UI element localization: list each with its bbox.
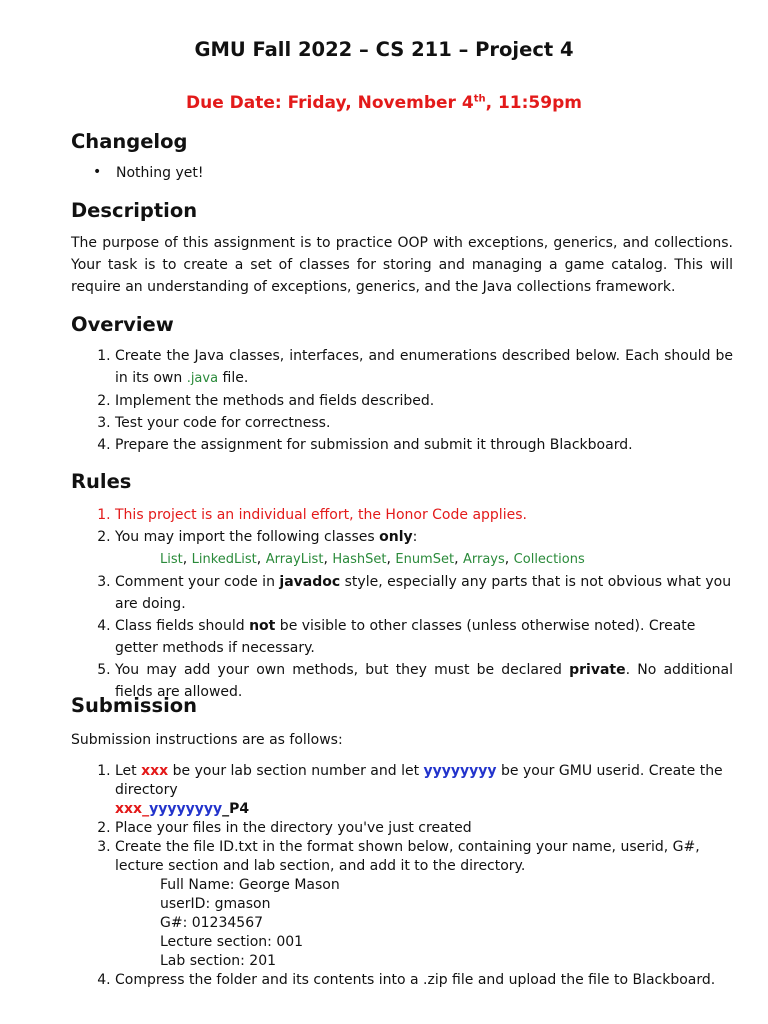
class-arraylist: ArrayList (265, 552, 324, 567)
description-heading: Description (71, 199, 198, 222)
id-line-userid: userID: gmason (160, 896, 271, 912)
due-date-sup: th (473, 93, 486, 105)
overview-item-3: 3. Test your code for correctness. (115, 412, 733, 434)
due-date (0, 93, 768, 113)
rules-item-4-end: be visible to other classes (unless otherwise noted). Create getter methods if necessary. (115, 618, 696, 656)
dir-xxx: xxx_ (115, 801, 150, 817)
overview-item-1-text: Create the Java classes, interfaces, and enumerations described below. Each should be in its own (115, 348, 733, 386)
rules-item-5-text: You may add your own methods, but they must be declared (115, 662, 570, 678)
class-sep: , (504, 551, 514, 567)
rules-item-2 (115, 526, 733, 571)
overview-item-2: 2. Implement the methods and fields described. (115, 390, 733, 412)
class-sep: , (454, 551, 463, 567)
allowed-classes (115, 548, 733, 571)
xxx-token: xxx (141, 763, 169, 779)
submission-heading: Submission (71, 694, 198, 717)
description-text: The purpose of this assignment is to practice OOP with exceptions, generics, and collections. Your task is to create a set of classes for storing and managing a game catalog. This will require an understanding of exceptions, generics, and the Java collections framework. (71, 235, 733, 295)
class-arrays: Arrays (462, 552, 505, 567)
rules-item-3-end: style, especially any parts that is not obvious what you are doing. (115, 574, 732, 612)
submission-list (71, 762, 733, 990)
id-line-name: Full Name: George Mason (160, 877, 340, 893)
rules-private: private (569, 662, 626, 678)
rules-item-2-text: You may import the following classes (115, 529, 380, 545)
rules-not: not (249, 618, 276, 634)
overview-item-1-end: file. (218, 370, 249, 386)
changelog-bullet: • (93, 164, 102, 180)
submission-item-1-mid: be your lab section number and let (168, 763, 424, 779)
dir-p4: _P4 (222, 801, 250, 817)
submission-item-2: 2. Place your files in the directory you've just created (115, 819, 733, 838)
class-sep: , (323, 551, 333, 567)
rules-item-5 (115, 659, 733, 703)
rules-item-4 (115, 615, 733, 659)
class-hashset: HashSet (332, 552, 387, 567)
id-file-format (115, 876, 733, 971)
rules-heading: Rules (71, 470, 132, 493)
changelog-item: Nothing yet! (116, 165, 204, 181)
id-line-gnumber: G#: 01234567 (160, 915, 264, 931)
class-enumset: EnumSet (395, 552, 455, 567)
due-date-prefix: Due Date: Friday, November 4 (186, 93, 474, 113)
submission-item-3-text: Create the file ID.txt in the format shown below, containing your name, userid, G#, lecture section and lab section, and add it to the directory. (115, 839, 700, 874)
id-line-lab: Lab section: 201 (160, 953, 277, 969)
overview-item-1 (115, 345, 733, 390)
changelog-heading: Changelog (71, 130, 188, 153)
class-sep: , (182, 551, 192, 567)
class-sep: , (386, 551, 396, 567)
rules-item-1: 1. This project is an individual effort, the Honor Code applies. (115, 504, 733, 526)
rules-colon: : (412, 529, 418, 545)
rules-item-3-text: Comment your code in (115, 574, 280, 590)
submission-intro: Submission instructions are as follows: (71, 732, 343, 748)
rules-item-3 (115, 571, 733, 615)
class-collections: Collections (513, 552, 585, 567)
submission-item-4: 4. Compress the folder and its contents into a .zip file and upload the file to Blackboard. (115, 971, 733, 990)
overview-heading: Overview (71, 313, 174, 336)
document-title: GMU Fall 2022 – CS 211 – Project 4 (194, 38, 574, 61)
rules-item-4-text: Class fields should (115, 618, 250, 634)
rules-list (71, 504, 733, 703)
submission-item-1-end: be your GMU userid. Create the directory (115, 763, 723, 798)
rules-item-5-end: . No additional fields are allowed. (115, 662, 733, 700)
overview-list (71, 345, 733, 456)
submission-item-3 (115, 838, 733, 971)
class-linkedlist: LinkedList (191, 552, 257, 567)
rules-only: only (379, 529, 413, 545)
id-line-lecture: Lecture section: 001 (160, 934, 304, 950)
submission-item-1-text: Let (115, 763, 142, 779)
submission-item-1 (115, 762, 733, 819)
java-extension: .java (186, 371, 219, 386)
class-list: List (160, 552, 183, 567)
dir-userid: yyyyyyyy (149, 801, 223, 817)
rules-javadoc: javadoc (279, 574, 341, 590)
userid-token: yyyyyyyy (423, 763, 497, 779)
overview-item-4: 4. Prepare the assignment for submission and submit it through Blackboard. (115, 434, 733, 456)
due-date-suffix: , 11:59pm (485, 93, 582, 113)
class-sep: , (256, 551, 266, 567)
